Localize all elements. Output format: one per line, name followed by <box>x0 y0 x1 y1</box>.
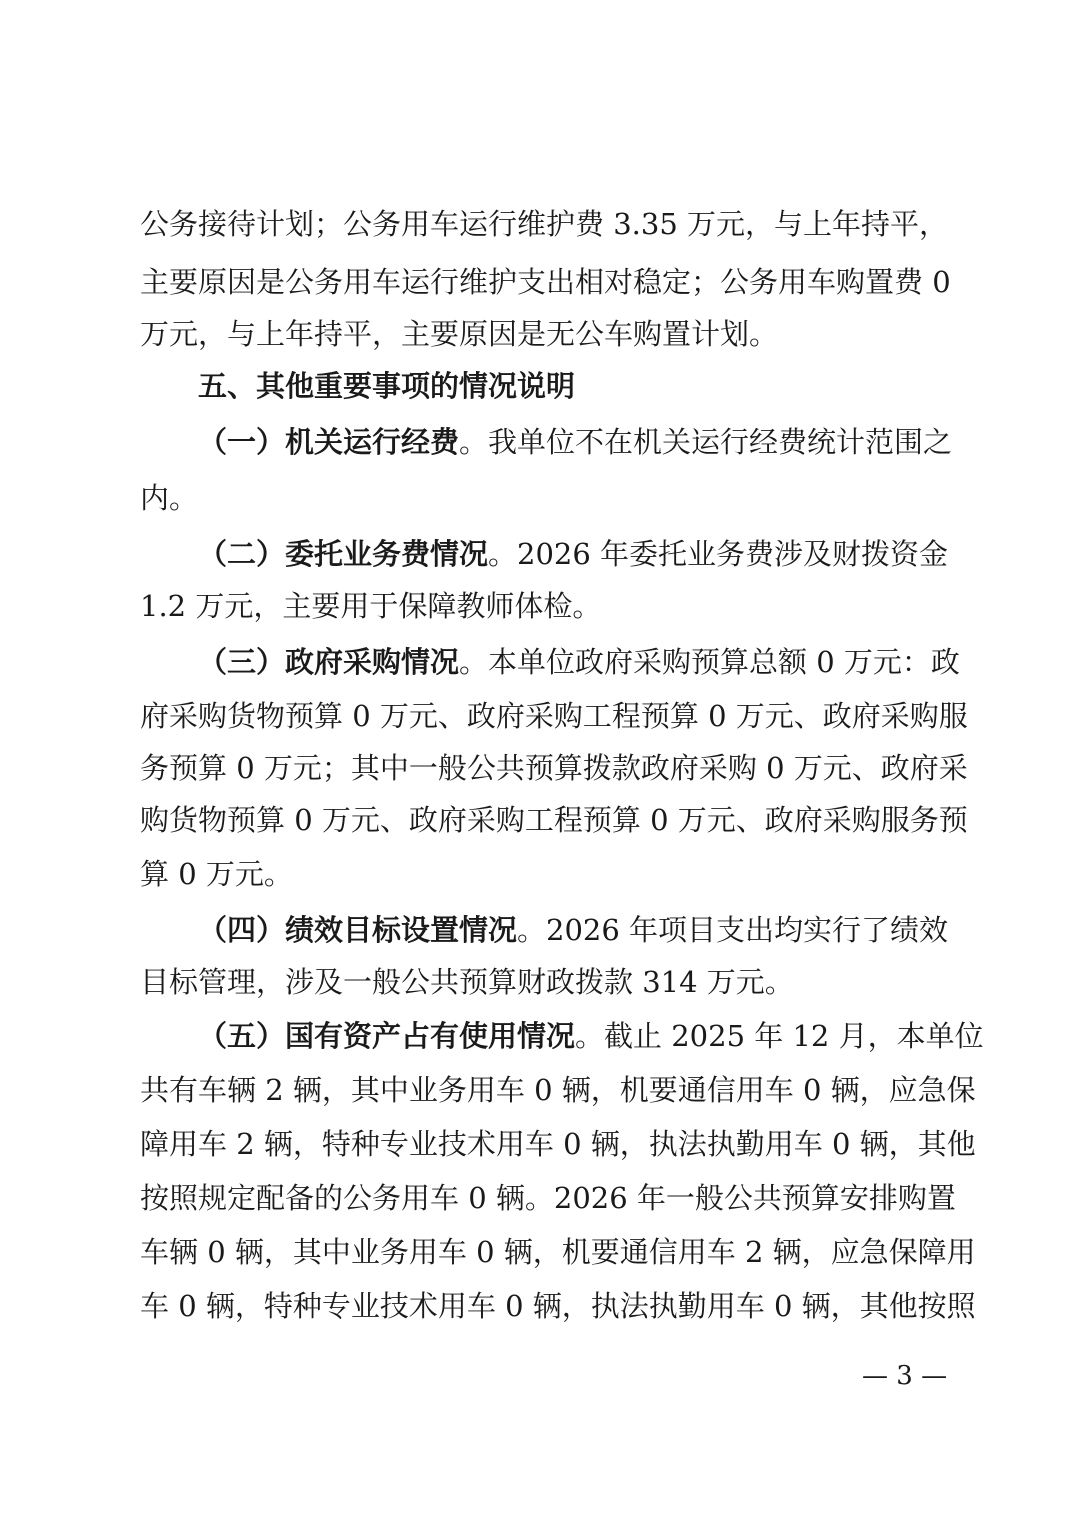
paragraph-text: 。2026 年项目支出均实行了绩效 <box>517 913 949 947</box>
body-text-line: 车 0 辆，特种专业技术用车 0 辆，执法执勤用车 0 辆，其他按照 <box>140 1289 976 1323</box>
paragraph-first-line <box>198 534 949 574</box>
body-text-line: 共有车辆 2 辆，其中业务用车 0 辆，机要通信用车 0 辆，应急保 <box>140 1073 976 1107</box>
paragraph-lead: （四）绩效目标设置情况 <box>198 913 518 947</box>
body-text-line: 务预算 0 万元；其中一般公共预算拨款政府采购 0 万元、政府采 <box>140 751 968 785</box>
section-heading: 五、其他重要事项的情况说明 <box>198 369 576 403</box>
body-text-line: 万元，与上年持平，主要原因是无公车购置计划。 <box>140 317 779 351</box>
body-text-line: 障用车 2 辆，特种专业技术用车 0 辆，执法执勤用车 0 辆，其他 <box>140 1127 976 1161</box>
paragraph-lead: （一）机关运行经费 <box>198 425 460 459</box>
paragraph-text: 。本单位政府采购预算总额 0 万元：政 <box>459 645 960 679</box>
paragraph-first-line <box>198 642 960 682</box>
body-text-line: 1.2 万元，主要用于保障教师体检。 <box>140 589 602 623</box>
page-number: — 3 — <box>862 1361 948 1391</box>
paragraph-first-line <box>198 422 953 462</box>
body-text-line: 按照规定配备的公务用车 0 辆。2026 年一般公共预算安排购置 <box>140 1181 956 1215</box>
paragraph-text: 。2026 年委托业务费涉及财拨资金 <box>488 537 949 571</box>
body-text-line: 内。 <box>140 481 199 515</box>
paragraph-first-line <box>198 1016 984 1056</box>
paragraph-first-line <box>198 910 949 950</box>
body-text-line: 府采购货物预算 0 万元、政府采购工程预算 0 万元、政府采购服 <box>140 699 968 733</box>
paragraph-text: 。截止 2025 年 12 月，本单位 <box>575 1019 984 1053</box>
body-text-line: 目标管理，涉及一般公共预算财政拨款 314 万元。 <box>140 965 794 999</box>
body-text-line: 购货物预算 0 万元、政府采购工程预算 0 万元、政府采购服务预 <box>140 803 968 837</box>
paragraph-lead: （五）国有资产占有使用情况 <box>198 1019 576 1053</box>
body-text-line: 主要原因是公务用车运行维护支出相对稳定；公务用车购置费 0 <box>140 265 951 299</box>
paragraph-lead: （三）政府采购情况 <box>198 645 460 679</box>
paragraph-text: 。我单位不在机关运行经费统计范围之 <box>459 425 953 459</box>
body-text-line: 车辆 0 辆，其中业务用车 0 辆，机要通信用车 2 辆，应急保障用 <box>140 1235 976 1269</box>
body-text-line: 公务接待计划；公务用车运行维护费 3.35 万元，与上年持平， <box>140 207 949 241</box>
body-text-line: 算 0 万元。 <box>140 857 293 891</box>
paragraph-lead: （二）委托业务费情况 <box>198 537 489 571</box>
